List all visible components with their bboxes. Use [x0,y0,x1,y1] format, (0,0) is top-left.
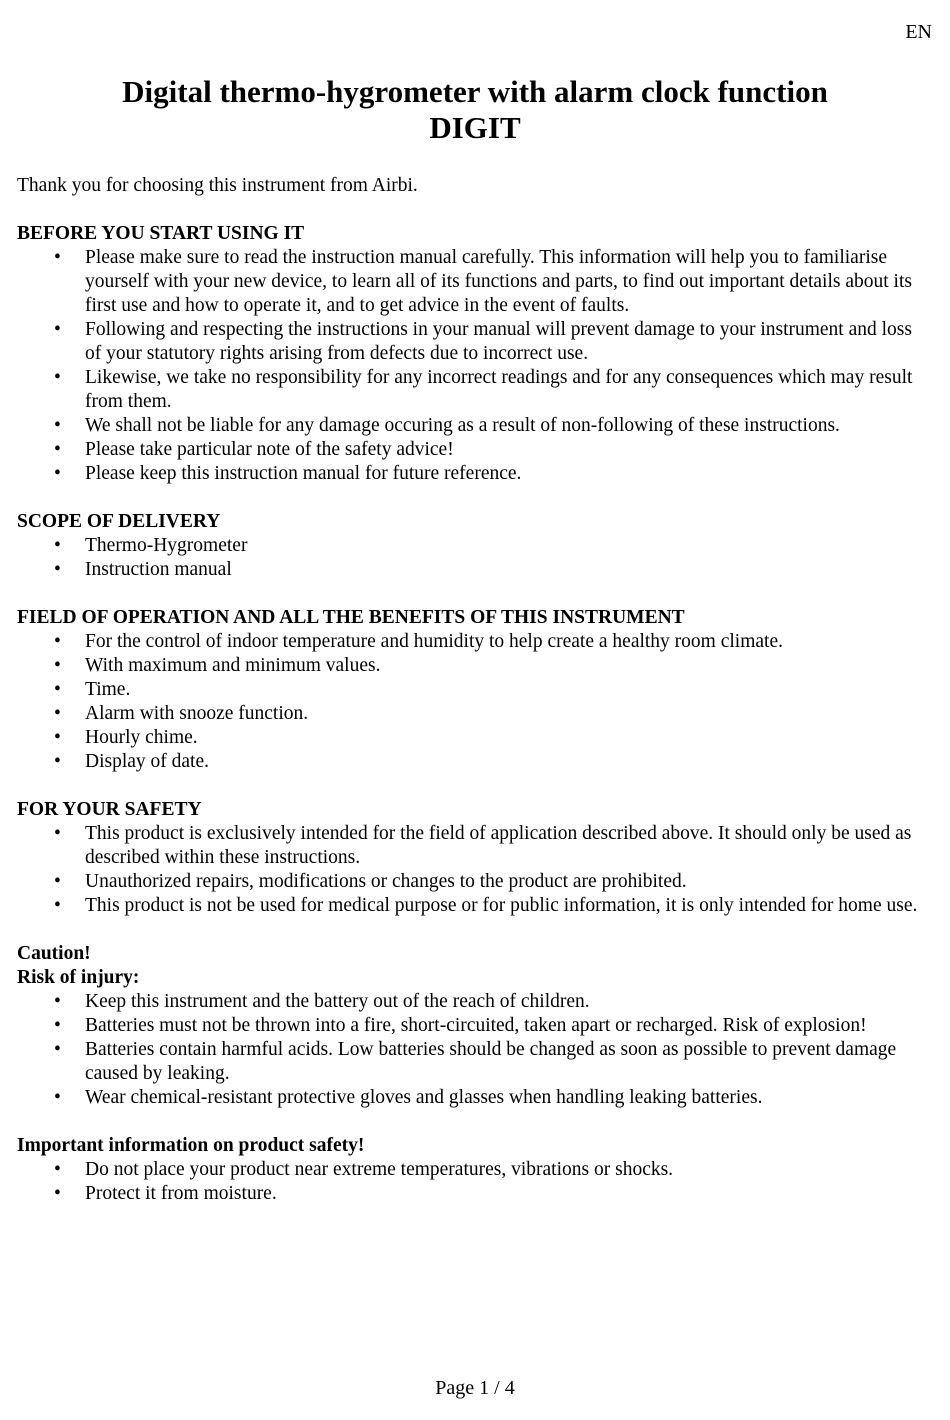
list-item: • This product is exclusively intended for the field of application described above. It should only be used as described within these instructions. [17,822,932,870]
list-item: • Please keep this instruction manual for future reference. [17,462,932,486]
bullet-list [17,630,932,774]
list-item: • Batteries contain harmful acids. Low batteries should be changed as soon as possible to prevent damage caused by leaking. [17,1038,932,1086]
list-item: • For the control of indoor temperature and humidity to help create a healthy room climate. [17,630,932,654]
list-item: • This product is not be used for medical purpose or for public information, it is only intended for home use. [17,894,932,918]
list-item: • We shall not be liable for any damage occuring as a result of non-following of these instructions. [17,414,932,438]
list-item: • Unauthorized repairs, modifications or changes to the product are prohibited. [17,870,932,894]
section-heading: FOR YOUR SAFETY [17,799,202,820]
risk-of-injury-heading: Risk of injury: [17,967,140,988]
bullet-list [17,246,932,486]
section-heading: FIELD OF OPERATION AND ALL THE BENEFITS OF THIS INSTRUMENT [17,607,685,628]
list-item: • Thermo-Hygrometer [17,534,932,558]
list-item: • Please make sure to read the instruction manual carefully. This information will help you to familiarise yourself with your new device, to learn all of its functions and parts, to find out important details about its first use and how to operate it, and to get advice in the event of faults. [17,246,932,318]
list-item: • With maximum and minimum values. [17,654,932,678]
list-item: • Instruction manual [17,558,932,582]
intro-text: Thank you for choosing this instrument from Airbi. [17,175,418,196]
section-caution [17,942,932,1110]
caution-heading: Caution! [17,943,91,964]
section-heading: SCOPE OF DELIVERY [17,511,221,532]
list-item: • Do not place your product near extreme temperatures, vibrations or shocks. [17,1158,932,1182]
bullet-list [17,1158,932,1206]
bullet-list [17,534,932,582]
list-item: • Likewise, we take no responsibility for any incorrect readings and for any consequences which may result from them. [17,366,932,414]
language-label: EN [905,21,932,43]
section-field-of-operation [17,606,932,774]
document-title [0,74,950,146]
document-body [17,174,932,1206]
list-item: • Wear chemical-resistant protective gloves and glasses when handling leaking batteries. [17,1086,932,1110]
list-item: • Hourly chime. [17,726,932,750]
list-item: • Batteries must not be thrown into a fire, short-circuited, taken apart or recharged. Risk of explosion! [17,1014,932,1038]
section-important-information [17,1134,932,1206]
section-heading: BEFORE YOU START USING IT [17,223,305,244]
list-item: • Protect it from moisture. [17,1182,932,1206]
section-heading: Important information on product safety! [17,1135,365,1156]
list-item: • Display of date. [17,750,932,774]
section-before-you-start [17,222,932,486]
list-item: • Please take particular note of the safety advice! [17,438,932,462]
list-item: • Alarm with snooze function. [17,702,932,726]
section-for-your-safety [17,798,932,918]
list-item: • Following and respecting the instructions in your manual will prevent damage to your instrument and loss of your statutory rights arising from defects due to incorrect use. [17,318,932,366]
bullet-list [17,990,932,1110]
page-number: Page 1 / 4 [435,1377,515,1399]
bullet-list [17,822,932,918]
list-item: • Keep this instrument and the battery out of the reach of children. [17,990,932,1014]
title-line-2: DIGIT [429,110,521,145]
title-line-1: Digital thermo-hygrometer with alarm clock function [122,74,828,109]
section-scope-of-delivery [17,510,932,582]
list-item: • Time. [17,678,932,702]
